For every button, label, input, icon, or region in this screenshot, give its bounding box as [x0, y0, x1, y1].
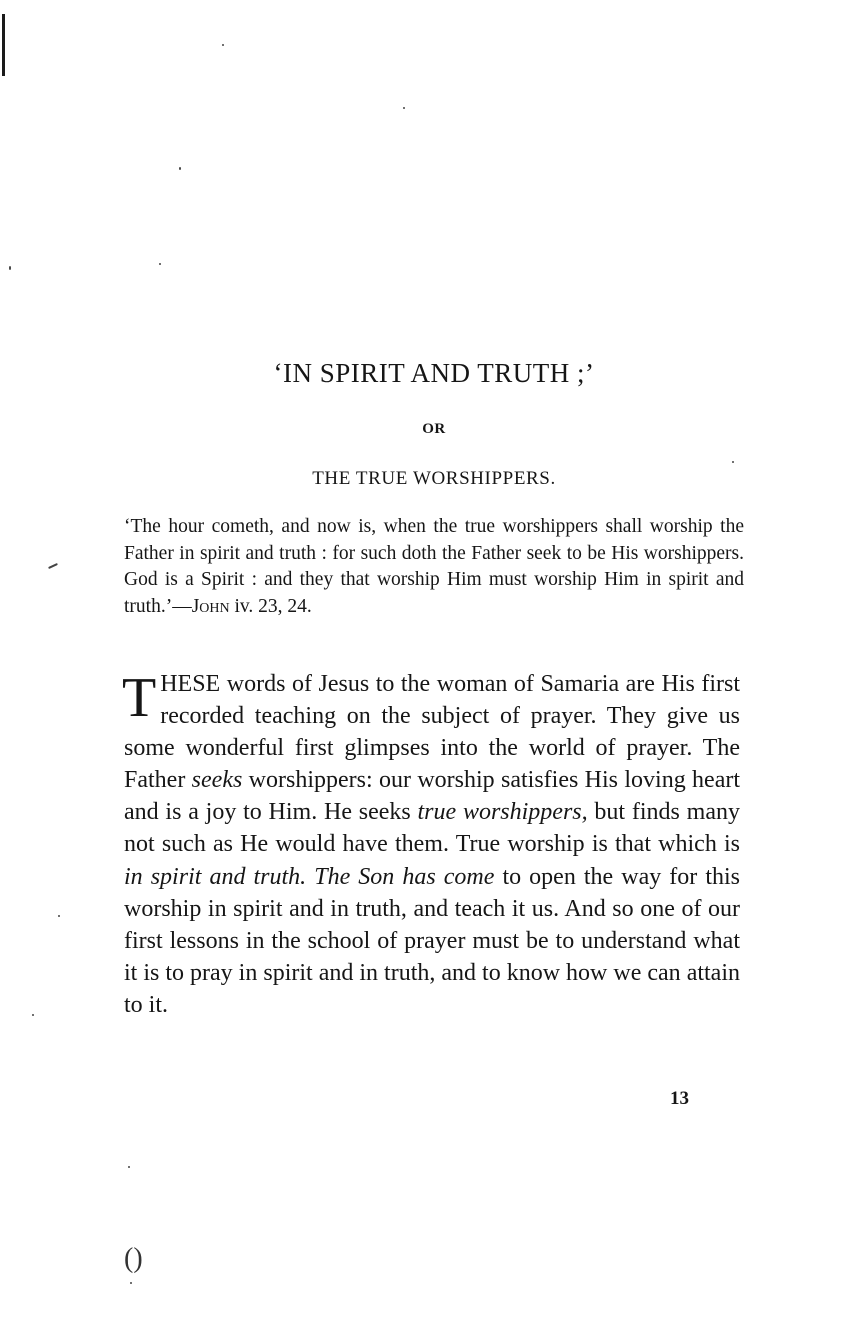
scan-speck [130, 1282, 132, 1284]
scan-speck [403, 107, 405, 109]
scan-speck [159, 263, 161, 265]
scan-speck [179, 167, 181, 170]
footer-mark: () [124, 1243, 143, 1274]
chapter-title-or: OR [422, 421, 446, 437]
body-text-segment: to open the way for this worship in spirit and in truth, and teach it us. And so one of our first lessons in the school of prayer must be to understand what it is to pray in spirit and in truth, and to know how we can attain to it. [124, 863, 740, 1018]
body-paragraph [124, 668, 740, 1021]
page-number: 13 [670, 1088, 689, 1109]
scan-speck [58, 915, 60, 917]
epigraph-quote [124, 514, 744, 620]
scan-speck [128, 1166, 130, 1168]
body-text-segment: HESE words of Jesus to the woman of Samaria are His first recorded teaching on the subject of prayer. They give us some wonderful first glimpses into the world of prayer. The Father [124, 671, 740, 794]
scan-speck [32, 1014, 34, 1016]
scan-speck [48, 563, 58, 569]
epigraph-reference-verse: iv. 23, 24. [229, 595, 312, 617]
body-text-segment: but finds many not such as He would have them. True worship is that which is [124, 799, 740, 858]
body-text-segment: worshippers: our worship satisfies His loving heart and is a joy to Him. He seeks [124, 767, 741, 826]
scan-edge-mark [2, 14, 5, 76]
body-italic-segment: seeks [191, 767, 243, 794]
scan-speck [222, 44, 224, 46]
body-italic-segment: The Son has come [314, 863, 495, 890]
chapter-title: ‘IN SPIRIT AND TRUTH ;’ [273, 358, 595, 388]
scan-speck [732, 461, 734, 463]
scan-speck [9, 266, 11, 270]
body-italic-segment: in spirit and truth. [124, 863, 307, 890]
body-italic-segment: true worshippers, [417, 799, 588, 826]
epigraph-reference-book: John [191, 595, 230, 617]
epigraph-text: ‘The hour cometh, and now is, when the true worshippers shall worship the Father in spirit and truth : for such doth the Father seek to be His worshippers. God is a Spirit : and they that worship Him must worship Him in spirit and truth.’— [124, 516, 744, 617]
chapter-subtitle: THE TRUE WORSHIPPERS. [312, 468, 556, 489]
drop-cap: T [122, 667, 157, 729]
